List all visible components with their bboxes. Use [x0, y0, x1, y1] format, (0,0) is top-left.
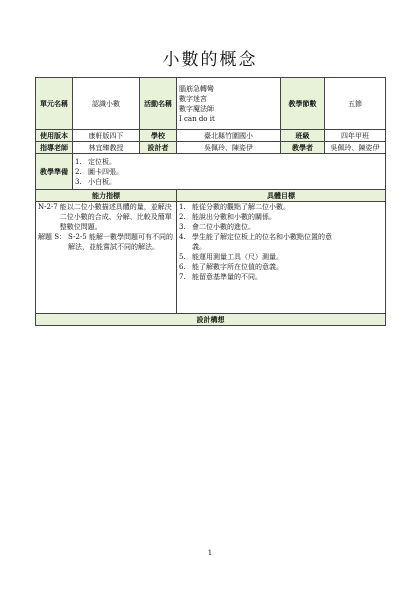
teaching-prep-list — [73, 154, 386, 190]
teaching-periods-label: 教學節數 — [281, 78, 325, 130]
teaching-prep-row — [36, 154, 386, 190]
prep-item-number: 3. — [75, 177, 82, 186]
objective-number: 6. — [179, 263, 186, 271]
objective-text: 能從分數的觀點了解二位小數。 — [192, 203, 290, 211]
objectives-header: 具體目標 — [177, 190, 386, 202]
advisor-row — [36, 142, 386, 154]
ability-indicator-code: 解題 S： — [38, 233, 67, 241]
activity-list — [177, 78, 281, 130]
advisor-label: 指導老師 — [36, 142, 73, 154]
teaching-prep-label: 教學準備 — [36, 154, 73, 190]
ability-indicator-header: 能力指標 — [36, 190, 177, 202]
section-header-row — [36, 190, 386, 202]
ability-indicator-text: 能以二位小數描述具體的量，並解決二位小數的合成、分解、比較及簡單整數位問題。 — [59, 203, 172, 231]
objective-number: 5. — [179, 253, 186, 261]
objective-text: 能運用測量工具（尺）測量。 — [192, 253, 283, 261]
prep-item-text: 圖卡四張。 — [88, 167, 123, 176]
objective-item — [179, 222, 383, 232]
activity-item: 數字迷宮 — [179, 94, 207, 103]
class-value: 四年甲班 — [325, 130, 386, 142]
page-title: 小數的概念 — [162, 50, 258, 70]
activity-item: I can do it — [179, 114, 215, 123]
objective-number: 7. — [179, 273, 186, 281]
objective-item — [179, 252, 383, 262]
teacher-label: 教學者 — [281, 142, 325, 154]
objective-item — [179, 262, 383, 272]
ability-indicator — [38, 202, 174, 232]
prep-item-text: 小白板。 — [88, 177, 116, 186]
objective-text: 能了解數字所在位值的意義。 — [192, 263, 283, 271]
activity-name-label: 活動名稱 — [140, 78, 177, 130]
unit-name-value: 認識小數 — [73, 78, 140, 130]
ability-indicator — [38, 232, 174, 252]
objective-text-continued: 義。 — [192, 243, 206, 251]
lesson-plan-table — [35, 77, 386, 326]
objective-item — [179, 272, 383, 282]
ability-indicator-code: N-2-7 — [38, 203, 58, 211]
advisor-value: 林宜臻教授 — [73, 142, 140, 154]
objective-item — [179, 232, 383, 242]
ability-indicator-cell — [36, 202, 177, 314]
content-row — [36, 202, 386, 314]
objective-text: 能留意基準量的不同。 — [192, 273, 262, 281]
objective-text: 能說出分數和小數的關係。 — [192, 213, 276, 221]
prep-item-number: 1. — [75, 157, 82, 166]
unit-row — [36, 78, 386, 130]
prep-item-text: 定位板。 — [88, 157, 116, 166]
activity-item: 數字魔法師 — [179, 104, 214, 113]
prep-item — [75, 167, 383, 177]
edition-label: 使用版本 — [36, 130, 73, 142]
objective-item — [179, 212, 383, 222]
school-value: 臺北縣竹圍國小 — [177, 130, 281, 142]
design-concept-header: 設計構想 — [36, 314, 386, 326]
designer-value: 吳佩玲、陳姿伊 — [177, 142, 281, 154]
teacher-value: 吳佩玲、陳姿伊 — [325, 142, 386, 154]
design-concept-row — [36, 314, 386, 326]
edition-value: 康軒版四下 — [73, 130, 140, 142]
ability-indicator-text: S-2-5 能解一數學問題可有不同的解法，並能嘗試不同的解法。 — [68, 233, 173, 251]
activity-item: 腦筋急轉彎 — [179, 84, 214, 93]
objectives-cell — [177, 202, 386, 314]
prep-item-number: 2. — [75, 167, 82, 176]
prep-item — [75, 177, 383, 187]
school-label: 學校 — [140, 130, 177, 142]
unit-name-label: 單元名稱 — [36, 78, 73, 130]
objective-text: 學生能了解定位板上的位名和小數點位置的意 — [192, 233, 332, 241]
edition-row — [36, 130, 386, 142]
objective-text: 會二位小數的進位。 — [192, 223, 255, 231]
objective-number: 1. — [179, 203, 186, 211]
designer-label: 設計者 — [140, 142, 177, 154]
objective-number: 3. — [179, 223, 186, 231]
page-number: 1 — [207, 549, 213, 557]
objective-item — [179, 202, 383, 212]
class-label: 班級 — [281, 130, 325, 142]
objective-number: 2. — [179, 213, 186, 221]
objective-number: 4. — [179, 233, 186, 241]
teaching-periods-value: 五節 — [325, 78, 386, 130]
prep-item — [75, 157, 383, 167]
